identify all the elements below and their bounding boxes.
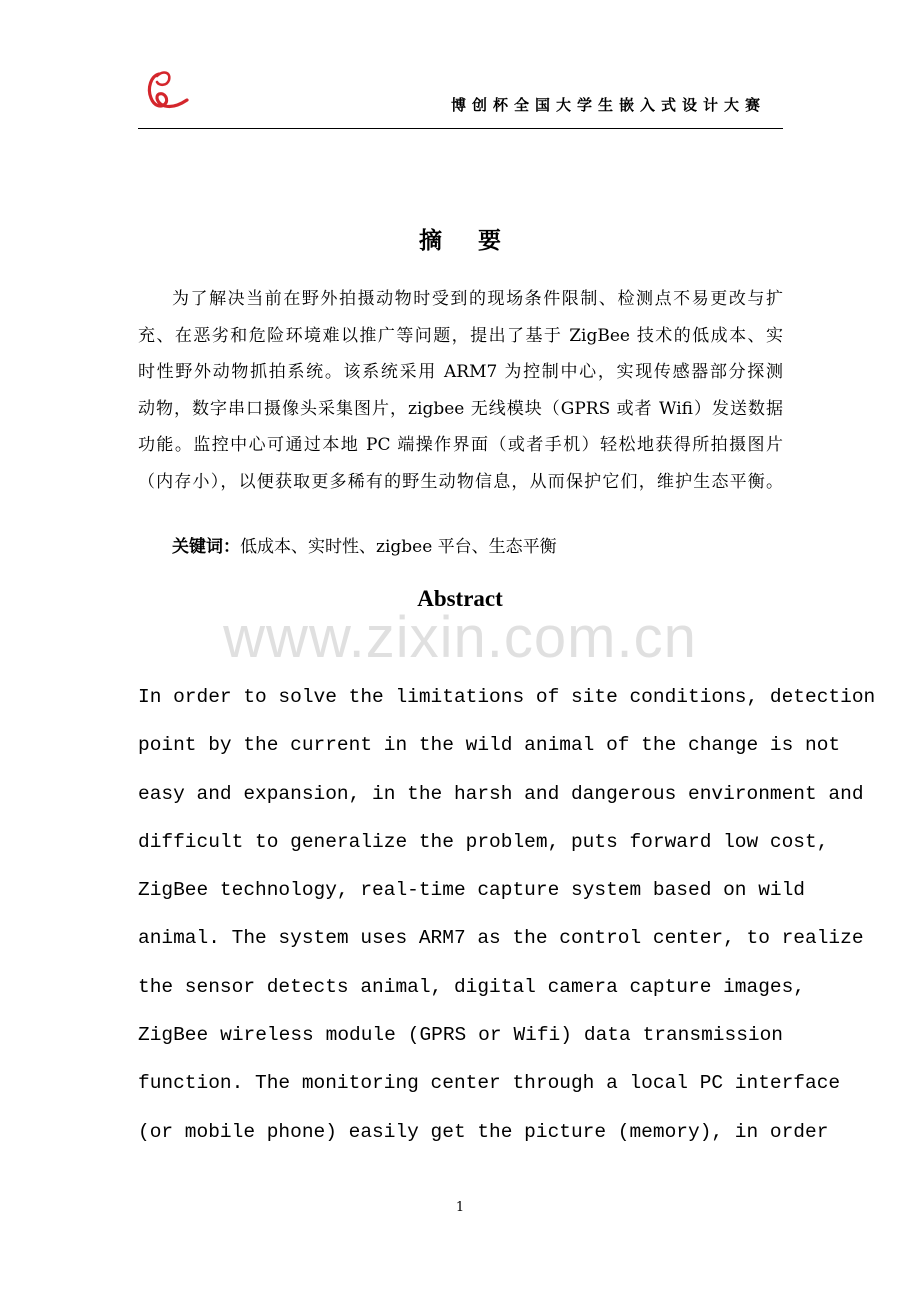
watermark: www.zixin.com.cn [223, 605, 697, 670]
abstract-en-line: ZigBee wireless module (GPRS or Wifi) data transmission [138, 1024, 783, 1047]
abstract-en-line: (or mobile phone) easily get the picture (memory), in order [138, 1120, 829, 1143]
abstract-body-cn [138, 281, 783, 500]
competition-header: 博创杯全国大学生嵌入式设计大赛 [450, 96, 766, 114]
keywords-value: 低成本、实时性、zigbee 平台、生态平衡 [240, 537, 557, 557]
abstract-en-line: ZigBee technology, real-time capture system based on wild [138, 879, 806, 902]
abstract-cn-line: （内存小），以便获取更多稀有的野生动物信息，从而保护它们，维护生态平衡。 [138, 471, 783, 492]
abstract-title-en: Abstract [417, 586, 503, 611]
page-number: 1 [455, 1200, 465, 1215]
header-divider [138, 128, 783, 129]
abstract-en-line: function. The monitoring center through a local PC interface [138, 1072, 841, 1095]
competition-logo [145, 66, 191, 114]
abstract-cn-line: 充、在恶劣和危险环境难以推广等问题，提出了基于 ZigBee 技术的低成本、实 [138, 325, 783, 346]
abstract-cn-line: 动物，数字串口摄像头采集图片，zigbee 无线模块（GPRS 或者 Wifi）发送数据 [138, 398, 783, 419]
abstract-en-line: In order to solve the limitations of site conditions, detection [138, 686, 876, 708]
abstract-body-en [138, 675, 876, 1158]
keywords-label: 关键词： [172, 537, 240, 557]
abstract-en-line: the sensor detects animal, digital camera capture images, [138, 975, 806, 998]
abstract-en-line: easy and expansion, in the harsh and dangerous environment and [138, 782, 864, 805]
abstract-cn-line: 时性野外动物抓拍系统。该系统采用 ARM7 为控制中心，实现传感器部分探测 [138, 362, 783, 382]
abstract-en-line: point by the current in the wild animal of the change is not [138, 734, 841, 757]
abstract-en-line: animal. The system uses ARM7 as the control center, to realize [138, 927, 864, 950]
abstract-cn-line: 为了解决当前在野外拍摄动物时受到的现场条件限制、检测点不易更改与扩 [172, 289, 783, 309]
abstract-cn-line: 功能。监控中心可通过本地 PC 端操作界面（或者手机）轻松地获得所拍摄图片 [138, 435, 783, 455]
keywords [172, 532, 557, 557]
abstract-en-line: difficult to generalize the problem, puts forward low cost, [138, 830, 829, 853]
abstract-title-cn: 摘 要 [418, 228, 515, 254]
